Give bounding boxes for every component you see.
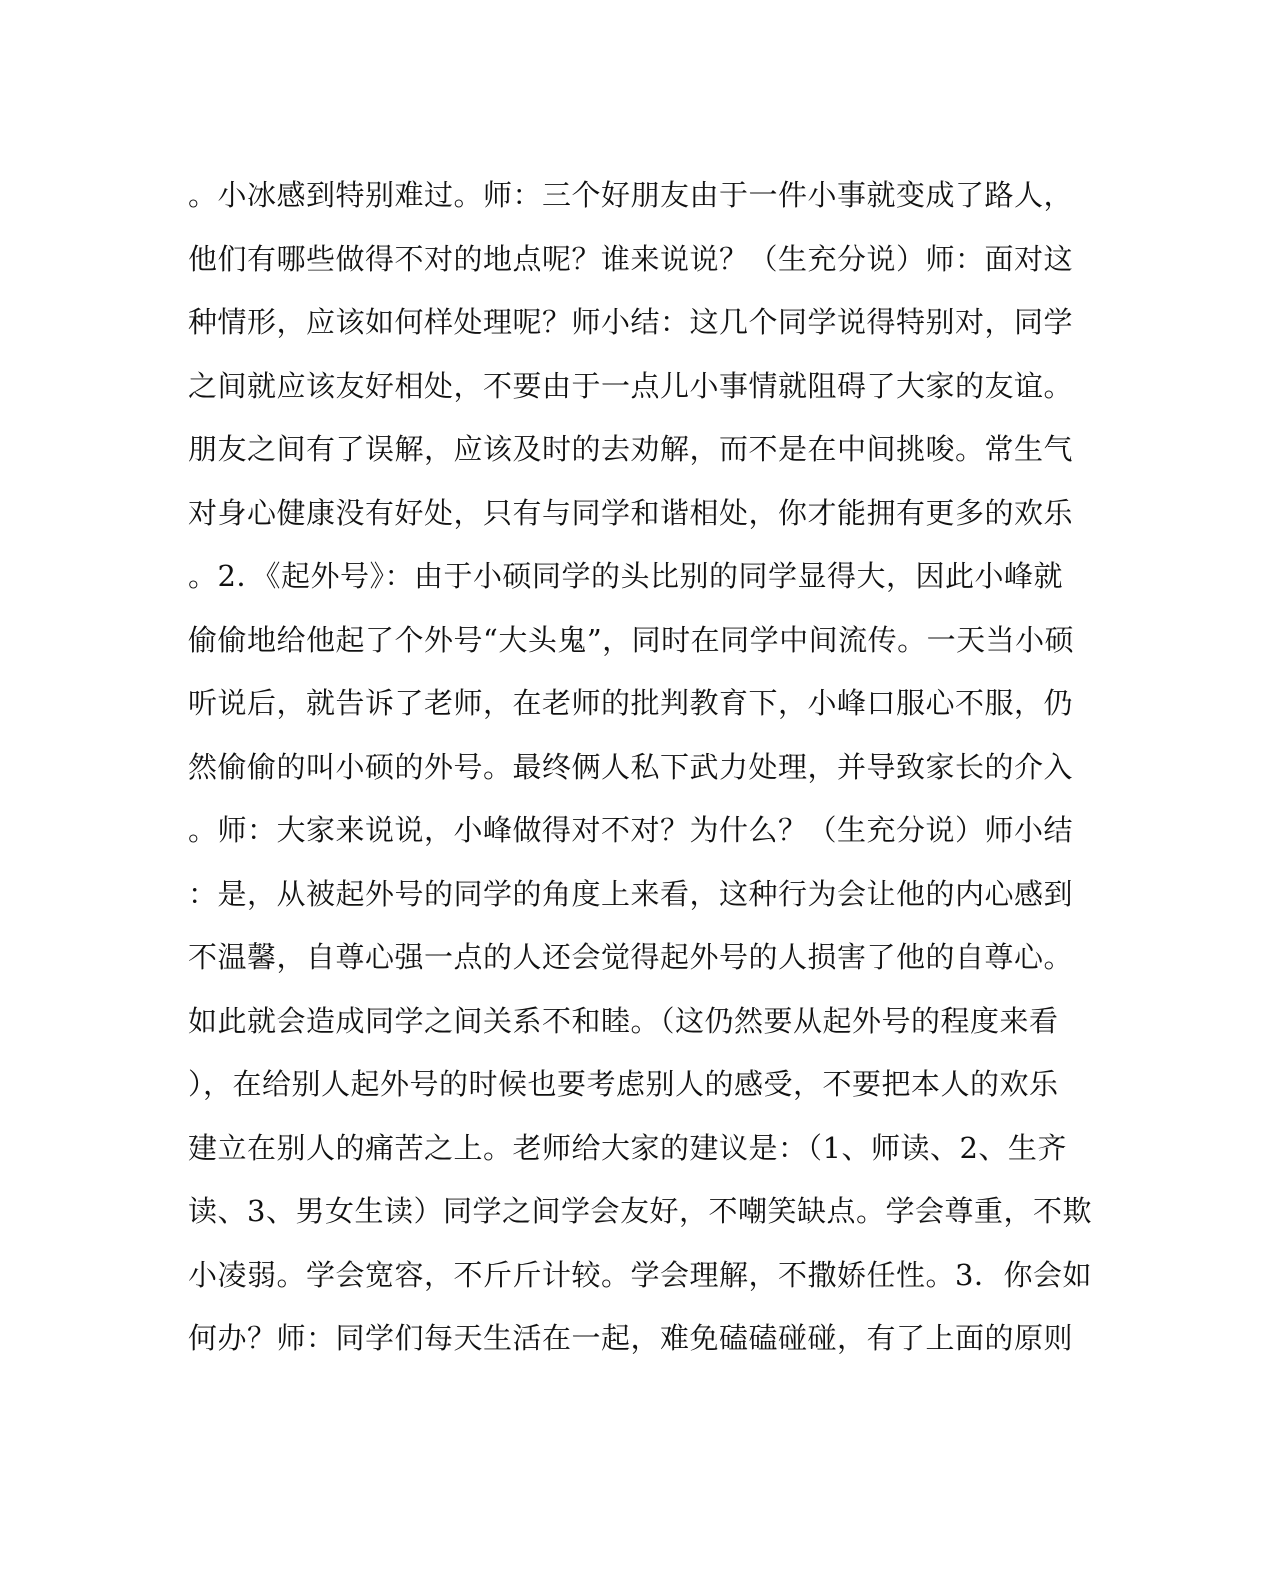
text-line: 对身心健康没有好处，只有与同学和谐相处，你才能拥有更多的欢乐 (188, 495, 1074, 530)
text-line: ），在给别人起外号的时候也要考虑别人的感受，不要把本人的欢乐 (188, 1067, 1059, 1101)
text-line: ：是，从被起外号的同学的角度上来看，这种行为会让他的内心感到 (188, 876, 1074, 911)
text-line: 然偷偷的叫小硕的外号。最终俩人私下武力处理，并导致家长的介入 (188, 749, 1074, 784)
text-line: 建立在别人的痛苦之上。老师给大家的建议是：（1、师读、2、生齐 (188, 1130, 1067, 1165)
text-line: 听说后，就告诉了老师，在老师的批判教育下，小峰口服心不服，仍 (188, 686, 1074, 720)
text-line: 如此就会造成同学之间关系不和睦。（这仍然要从起外号的程度来看 (188, 1003, 1059, 1038)
body-text (188, 164, 1092, 1371)
text-line: 。师：大家来说说，小峰做得对不对？为什么？（生充分说）师小结 (188, 813, 1074, 847)
text-line: 。2．《起外号》：由于小硕同学的头比别的同学显得大，因此小峰就 (188, 559, 1063, 593)
text-line: 之间就应该友好相处，不要由于一点儿小事情就阻碍了大家的友谊。 (188, 368, 1074, 403)
text-line: 小凌弱。学会宽容，不斤斤计较。学会理解，不撒娇任性。3．你会如 (188, 1257, 1092, 1292)
text-line: 读、3、男女生读）同学之间学会友好，不嘲笑缺点。学会尊重，不欺 (188, 1194, 1092, 1228)
text-line: 不温馨，自尊心强一点的人还会觉得起外号的人损害了他的自尊心。 (188, 940, 1074, 974)
text-line: 他们有哪些做得不对的地点呢？谁来说说？（生充分说）师：面对这 (188, 241, 1074, 276)
text-line: 朋友之间有了误解，应该及时的去劝解，而不是在中间挑唆。常生气 (188, 432, 1074, 466)
text-line: 何办？师：同学们每天生活在一起，难免磕磕碰碰，有了上面的原则 (188, 1321, 1074, 1355)
text-line: 种情形，应该如何样处理呢？师小结：这几个同学说得特别对，同学 (188, 305, 1074, 339)
text-line: 。小冰感到特别难过。师：三个好朋友由于一件小事就变成了路人， (188, 178, 1074, 212)
text-line: 偷偷地给他起了个外号“大头鬼”，同时在同学中间流传。一天当小硕 (188, 622, 1075, 657)
